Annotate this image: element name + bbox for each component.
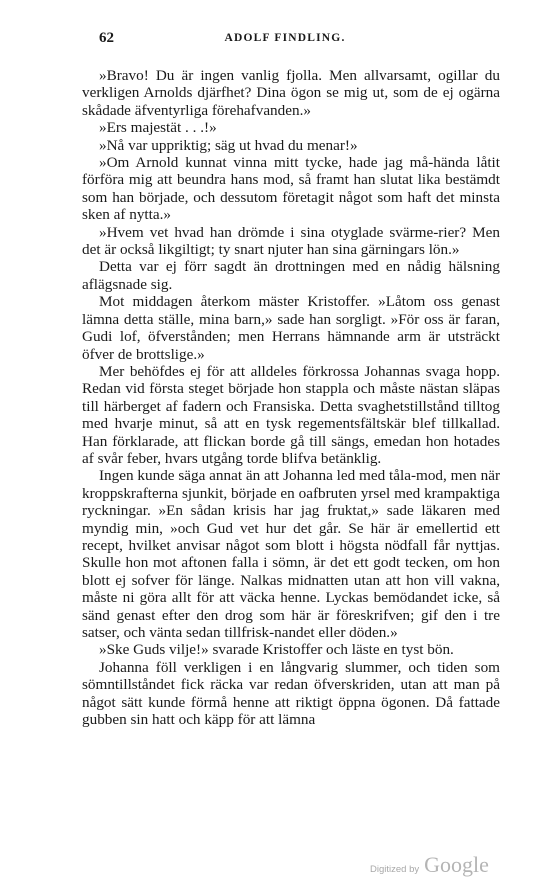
running-head: ADOLF FINDLING. xyxy=(224,32,346,44)
paragraph: Johanna föll verkligen i en långvarig slummer, och tiden som sömntillståndet fick räcka var redan öfverskriden, utan att man på något sätt kunde förmå henne att riktigt öppna ögonen. Då fattade gubben sin hatt och käpp för att lämna xyxy=(82,658,500,729)
paragraph: »Om Arnold kunnat vinna mitt tycke, hade jag må-hända låtit förföra mig att beundra hans mod, så framt han slutat lika bestämdt som han började, och dessutom företagit något som haft det minsta sken af nytta.» xyxy=(82,154,500,224)
page-number: 62 xyxy=(99,30,114,46)
paragraph: »Hvem vet hvad han drömde i sina otyglade svärme-rier? Men det är också likgiltigt; ty snart njuter han sina gärningars lön.» xyxy=(82,223,500,259)
paragraph: Detta var ej förr sagdt än drottningen med en nådig hälsning aflägsnade sig. xyxy=(82,258,500,293)
paragraph: Mot middagen återkom mäster Kristoffer. »Låtom oss genast lämna detta ställe, mina barn,» sade han sorgligt. »För oss är faran, Gudi lof, öfverstånden; men Herrans hämnande arm är utsträckt öfver de brottslige.» xyxy=(82,293,500,363)
watermark-prefix: Digitized by xyxy=(370,864,420,875)
digitized-watermark xyxy=(370,852,489,878)
paragraph: »Ers majestät . . .!» xyxy=(99,119,217,137)
paragraph: »Ske Guds vilje!» svarade Kristoffer och läste en tyst bön. xyxy=(99,641,454,659)
google-logo: Google xyxy=(424,852,489,877)
body-text xyxy=(82,67,500,728)
paragraph: Ingen kunde säga annat än att Johanna led med tåla-mod, men när kroppskrafterna sjunkit, började en oafbruten yrsel med krampaktiga ryckningar. »En sådan krisis har jag fruktat,» sade läkaren med myndig min, »och Gud vet hur det går. Se här är emellertid ett recept, hvilket anvisar något som blott i högsta nödfall får nyttjas. Skulle hon mot aftonen falla i sömn, är det ett godt tecken, om hon blott ej sofver för länge. Nalkas midnatten utan att hon vill vakna, måste ni göra allt för att väcka henne. Lyckas bemödandet icke, så sänd genast efter den drog som här är föreskrifven; gif den i tre satser, och vänta sedan tillfrisk-nandet eller döden.» xyxy=(82,467,500,641)
paragraph: »Nå var uppriktig; säg ut hvad du menar!» xyxy=(99,136,358,154)
paragraph: »Bravo! Du är ingen vanlig fjolla. Men allvarsamt, ogillar du verkligen Arnolds djärfhet? Dina ögon se mig ut, som de ej ogärna skådade äfventyrliga förehafvanden.» xyxy=(82,67,500,119)
page-header xyxy=(0,30,560,50)
paragraph: Mer behöfdes ej för att alldeles förkrossa Johannas svaga hopp. Redan vid första steget började hon stappla och måste nästan släpas till härberget af fadern och Fransiska. Detta svaghetstillstånd tilltog med hvarje minut, så att en tysk regementsfältskär blef tillkallad. Han förklarade, att flickan borde gå till sängs, emedan hon hotades af svår feber, hvars utgång torde blifva betänklig. xyxy=(82,362,500,467)
